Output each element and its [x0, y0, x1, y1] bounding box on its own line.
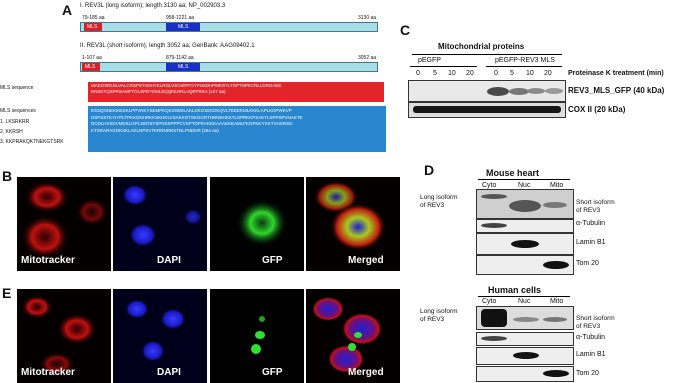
- panel-b-gfp-label: GFP: [262, 255, 283, 266]
- e-lane-nuc: Nuc: [518, 298, 531, 305]
- lane-label-2: 5: [433, 70, 437, 77]
- lane-label-6: 5: [510, 70, 514, 77]
- panel-a-letter: A: [62, 2, 73, 18]
- lane-label-7: 10: [526, 70, 534, 77]
- short-isoform-bar: [80, 62, 378, 72]
- e-short-isoform-line1: Short isoform: [576, 315, 615, 322]
- panel-c-blot-rev3: [408, 80, 566, 102]
- short-red-mls-label: MLS: [85, 64, 96, 70]
- e-long-isoform-label: [420, 308, 458, 324]
- cox-band-row: [413, 106, 561, 113]
- panel-e-blot-tom20: [476, 366, 574, 382]
- panel-d-blot-tom20: [476, 255, 574, 275]
- d-blot-label-tubulin: α-Tubulin: [576, 220, 606, 227]
- e-short-isoform-label: [576, 315, 615, 331]
- panel-e-mitotracker-image: [17, 289, 111, 383]
- long-blue-range: 958-1221 aa: [166, 15, 195, 21]
- long-red-mls-label: MLS: [87, 24, 98, 30]
- seq-item-2: 2. KKRSH: [0, 129, 23, 135]
- d-tom20-band: [543, 261, 569, 269]
- e-blot-label-tubulin: α-Tubulin: [576, 334, 606, 341]
- panel-e-gfp-image: [210, 289, 304, 383]
- panel-c-blot-cox: [408, 102, 566, 118]
- panel-d-blot-rev3: [476, 189, 574, 219]
- d-short-isoform-label: [576, 199, 615, 215]
- panel-e-merged-image: [306, 289, 400, 383]
- panel-b-letter: B: [2, 168, 13, 184]
- rev3-band-5: [509, 88, 529, 95]
- band-2-label: COX II (20 kDa): [568, 105, 626, 114]
- panel-b-merged-label: Merged: [348, 255, 384, 266]
- panel-e-mitotracker-label: Mitotracker: [21, 367, 75, 378]
- panel-b-mitotracker-label: Mitotracker: [21, 255, 75, 266]
- header-rule: [412, 54, 562, 55]
- e-tom20-band: [543, 370, 569, 377]
- group-2-rule: [486, 66, 562, 67]
- e-short-isoform-line2: of REV3: [576, 323, 601, 330]
- d-long-isoform-line1: Long isoform: [420, 194, 458, 201]
- e-title-rule: [478, 296, 570, 297]
- d-title-rule: [478, 179, 570, 180]
- red-mls-sequence-box: MAEGSRLELVALCRSPSTADHYKLRGLVSGMPFGYFNSDHPMKSYLTSPTNPKCRLLDRGAEE NNSKTQSPRSAMFTGLSPEYDNLSQQNLNRLAQRFRKA (107 aa): [88, 82, 384, 102]
- panel-e-letter: E: [2, 285, 12, 301]
- long-isoform-title: I. REV3L (long isoform); length 3130 aa; NP_002903.3: [80, 3, 226, 9]
- lane-label-1: 0: [416, 70, 420, 77]
- d-nuc-band: [509, 200, 541, 212]
- long-blue-mls-label: MLS: [178, 24, 189, 30]
- seq-item-3: 3. KKPRAKQKTNEKGTSRK: [0, 139, 64, 145]
- mls-sequences-label: MLS sequences: [0, 108, 36, 114]
- e-blot-label-lamin: Lamin B1: [576, 351, 606, 358]
- d-long-isoform-label: [420, 194, 458, 210]
- short-end-label: 3052 aa: [358, 55, 377, 61]
- lane-label-4: 20: [466, 70, 474, 77]
- e-lamin-band: [513, 352, 539, 359]
- panel-e-title: Human cells: [488, 285, 542, 295]
- rev3-band-20: [545, 88, 563, 94]
- long-isoform-bar: [80, 22, 378, 32]
- short-isoform-title: II. REV3L (short isoform); length 3052 aa; GenBank: AAG09402.1: [80, 43, 255, 49]
- panel-e-blot-lamin: [476, 347, 574, 365]
- panel-b-dapi-label: DAPI: [157, 255, 181, 266]
- d-long-band: [481, 194, 507, 199]
- gfp-cell-graphic: [210, 177, 304, 271]
- d-lane-cyto: Cyto: [482, 182, 497, 189]
- col-group-1-label: pEGFP: [418, 57, 441, 64]
- lane-label-3: 10: [448, 70, 456, 77]
- e-short-band: [543, 317, 567, 322]
- e-blot-label-tom20: Tom 20: [576, 370, 599, 377]
- d-short-isoform-line2: of REV3: [576, 207, 601, 214]
- panel-b-dapi-image: [113, 177, 207, 271]
- blue-mls-sequence-box: ESSQNNEKMSSKLPPVNKYSEMPKQKSWNILAKLDKGSEKDKQVLTEEEKMLKKKLAPLKDPWKVP DSPSSTKYIYPLTPKKDNHRKKSKHKLVSAKKGTSKGGRTHNNEHKKTLSPRKKPSAKTLSPPSPVNAETE DCDLHVSDVMDKLGPLSERSTSPNSSPPPCVSPTDPRAKEEAAAEKEAMLFKGPNVYKKTVHSRSG KTSRARAGDKSKLAKLNPSVTKRRNRNSTNLPNDDR (264 aa): [88, 106, 386, 152]
- panel-e-blot-tubulin: [476, 332, 574, 346]
- seq-item-1: 1. LKSRKRR: [0, 119, 30, 125]
- e-long-band: [481, 309, 507, 327]
- panel-d-blot-tubulin: [476, 219, 574, 233]
- d-short-isoform-line1: Short isoform: [576, 199, 615, 206]
- treatment-label: Proteinase K treatment (min): [568, 70, 664, 77]
- mls-sequence-label: MLS sequence: [0, 85, 34, 91]
- panel-c-header: Mitochondrial proteins: [438, 42, 525, 51]
- panel-d-title: Mouse heart: [486, 168, 540, 178]
- short-blue-range: 879-1142 aa: [166, 55, 194, 61]
- panel-e-dapi-image: [113, 289, 207, 383]
- lane-label-5: 0: [494, 70, 498, 77]
- d-blot-label-lamin: Lamin B1: [576, 239, 606, 246]
- rev3-band-0: [487, 87, 509, 96]
- panel-b-gfp-image: [210, 177, 304, 271]
- d-tubulin-band: [481, 223, 507, 228]
- panel-d-blot-lamin: [476, 233, 574, 255]
- d-long-isoform-line2: of REV3: [420, 202, 445, 209]
- short-red-range: 1-107 aa: [82, 55, 102, 61]
- e-long-isoform-line2: of REV3: [420, 316, 445, 323]
- e-lane-cyto: Cyto: [482, 298, 497, 305]
- rev3-band-10: [527, 88, 545, 94]
- panel-e-dapi-label: DAPI: [157, 367, 181, 378]
- panel-c-letter: C: [400, 22, 411, 38]
- e-tubulin-band: [481, 336, 507, 341]
- band-1-label: REV3_MLS_GFP (40 kDa): [568, 86, 665, 95]
- col-group-2-label: pEGFP-REV3 MLS: [495, 57, 555, 64]
- d-short-band: [543, 202, 567, 208]
- d-lane-mito: Mito: [550, 182, 564, 189]
- long-red-range: 79-185 aa: [82, 15, 105, 21]
- e-lane-mito: Mito: [550, 298, 564, 305]
- panel-b-merged-image: [306, 177, 400, 271]
- d-lane-nuc: Nuc: [518, 182, 531, 189]
- group-1-rule: [410, 66, 477, 67]
- short-blue-mls-label: MLS: [178, 64, 189, 70]
- panel-e-merged-label: Merged: [348, 367, 384, 378]
- panel-e-blot-rev3: [476, 306, 574, 330]
- e-nuc-band: [513, 317, 539, 322]
- lane-label-8: 20: [544, 70, 552, 77]
- long-end-label: 3130 aa: [358, 15, 377, 21]
- panel-e-gfp-label: GFP: [262, 367, 283, 378]
- panel-b-mitotracker-image: [17, 177, 111, 271]
- e-long-isoform-line1: Long isoform: [420, 308, 458, 315]
- d-blot-label-tom20: Tom 20: [576, 260, 599, 267]
- gfp-spots-graphic: [210, 289, 304, 383]
- d-lamin-band: [511, 240, 539, 248]
- panel-d-letter: D: [424, 162, 435, 178]
